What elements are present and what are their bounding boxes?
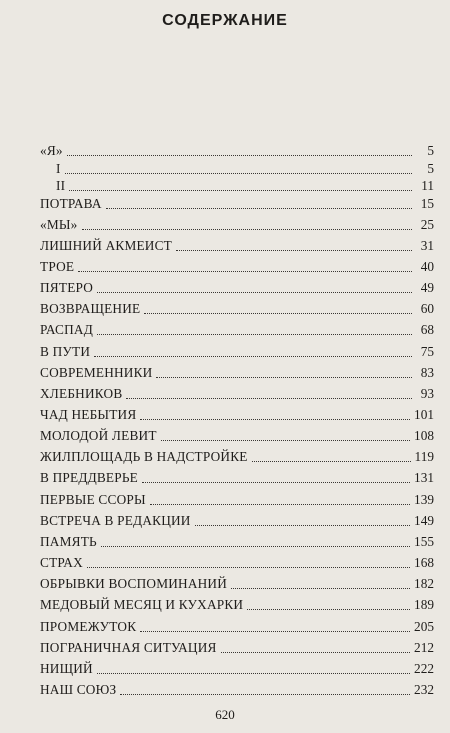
toc-entry-page: 75 (420, 343, 434, 359)
toc-entry (40, 678, 434, 698)
toc-entry (40, 403, 434, 423)
dot-leader (82, 229, 412, 230)
toc-entry-title: ВСТРЕЧА В РЕДАКЦИИ (40, 512, 191, 528)
toc-entry-page: 131 (414, 470, 434, 486)
toc-entry-title: II (56, 178, 66, 193)
toc-entry-title: НИЩИЙ (40, 660, 93, 676)
toc-entry-page: 31 (420, 237, 434, 253)
dot-leader (252, 461, 411, 462)
toc-entry-page: 205 (414, 618, 434, 634)
toc-entry-title: «МЫ» (40, 216, 78, 232)
toc-entry-title: ЖИЛПЛОЩАДЬ В НАДСТРОЙКЕ (40, 449, 248, 465)
toc-entry-title: I (56, 160, 61, 176)
toc-entry-title: ПЕРВЫЕ ССОРЫ (40, 491, 146, 507)
toc-entry (40, 572, 434, 592)
toc-entry-page: 212 (414, 639, 434, 655)
toc-entry-title: ХЛЕБНИКОВ (40, 385, 123, 401)
dot-leader (87, 567, 410, 568)
toc-entry-page: 5 (427, 143, 434, 158)
toc-entry-title: МОЛОДОЙ ЛЕВИТ (40, 428, 157, 444)
dot-leader (97, 673, 410, 674)
dot-leader (221, 652, 410, 653)
dot-leader (140, 631, 410, 632)
toc-entry-title: ЧАД НЕБЫТИЯ (40, 407, 137, 422)
dot-leader (120, 694, 410, 695)
dot-leader (231, 588, 410, 589)
page-number: 620 (215, 707, 235, 722)
toc-entry (40, 509, 434, 529)
toc-entry-page: 155 (414, 533, 434, 549)
toc-entry-title: ТРОЕ (40, 258, 75, 274)
toc-entry-title: В ПУТИ (40, 343, 91, 359)
toc-entry (40, 466, 434, 486)
toc-entry-title: МЕДОВЫЙ МЕСЯЦ И КУХАРКИ (40, 597, 244, 613)
toc-entry-page: 168 (414, 555, 434, 571)
toc-entry (40, 340, 434, 360)
toc-entry-page: 40 (420, 258, 434, 274)
toc-entry-page: 83 (420, 364, 434, 380)
toc-entry (40, 424, 434, 444)
toc-entry-page: 68 (420, 322, 434, 338)
dot-leader (161, 440, 410, 441)
toc-entry-title: ВОЗВРАЩЕНИЕ (40, 301, 141, 317)
toc-entry-title: ПЯТЕРО (40, 280, 94, 296)
toc-entry (40, 213, 434, 233)
toc-entry-title: ПОТРАВА (40, 195, 102, 211)
toc-entry-page: 119 (414, 449, 434, 465)
toc-entry-page: 222 (414, 660, 434, 676)
toc-entry-title: СОВРЕМЕННИКИ (40, 364, 153, 380)
toc-entry (40, 234, 434, 254)
dot-leader (126, 398, 412, 399)
toc-entry (40, 636, 434, 656)
dot-leader (140, 419, 410, 420)
toc-entry (40, 530, 434, 550)
toc-entry-title: РАСПАД (40, 322, 93, 338)
dot-leader (247, 609, 410, 610)
toc-entry (40, 318, 434, 338)
toc-entry-title: ПАМЯТЬ (40, 533, 97, 549)
toc-entry-page: 182 (414, 576, 434, 592)
toc-entry (40, 192, 434, 212)
dot-leader (101, 546, 410, 547)
toc-entry-title: НАШ СОЮЗ (40, 681, 117, 697)
toc-entry-page: 15 (420, 195, 434, 211)
toc-entry-page: 49 (420, 280, 434, 296)
toc-entry (40, 276, 434, 296)
dot-leader (97, 334, 412, 335)
toc-entry-page: 11 (421, 178, 434, 193)
toc-entry (40, 657, 434, 677)
dot-leader (97, 292, 412, 293)
toc-entry-title: ПРОМЕЖУТОК (40, 618, 137, 634)
dot-leader (156, 377, 412, 378)
dot-leader (144, 313, 412, 314)
toc-entry-page: 60 (420, 301, 434, 317)
toc-entry-page: 232 (414, 681, 434, 697)
toc-entry (40, 361, 434, 381)
toc-entry (40, 382, 434, 402)
page-title: СОДЕРЖАНИЕ (162, 12, 288, 29)
toc-entry (40, 615, 434, 635)
toc-entry (40, 255, 434, 275)
toc-entry (40, 297, 434, 317)
toc-entry-title: ЛИШНИЙ АКМЕИСТ (40, 237, 172, 253)
dot-leader (176, 250, 412, 251)
toc-entry-title: «Я» (40, 143, 63, 158)
toc-entry (40, 445, 434, 465)
toc-entry-title: ОБРЫВКИ ВОСПОМИНАНИЙ (40, 576, 228, 592)
dot-leader (106, 208, 412, 209)
dot-leader (142, 482, 410, 483)
toc-entry-title: СТРАХ (40, 555, 83, 571)
dot-leader (150, 504, 410, 505)
dot-leader (94, 356, 412, 357)
toc-entry-page: 189 (414, 597, 434, 613)
toc-entry (40, 551, 434, 571)
toc-entry-page: 101 (414, 407, 434, 422)
toc-entry (40, 593, 434, 613)
toc-entry-page: 5 (427, 160, 434, 176)
toc-entry-page: 139 (414, 491, 434, 507)
dot-leader (78, 271, 412, 272)
toc-entry-page: 108 (414, 428, 434, 444)
toc-entry-title: В ПРЕДДВЕРЬЕ (40, 470, 138, 486)
toc-entry-page: 93 (420, 385, 434, 401)
toc-entry-title: ПОГРАНИЧНАЯ СИТУАЦИЯ (40, 639, 217, 655)
dot-leader (195, 525, 410, 526)
toc-entry-page: 149 (414, 512, 434, 528)
toc-entry (40, 488, 434, 508)
toc-entry-page: 25 (420, 216, 434, 232)
